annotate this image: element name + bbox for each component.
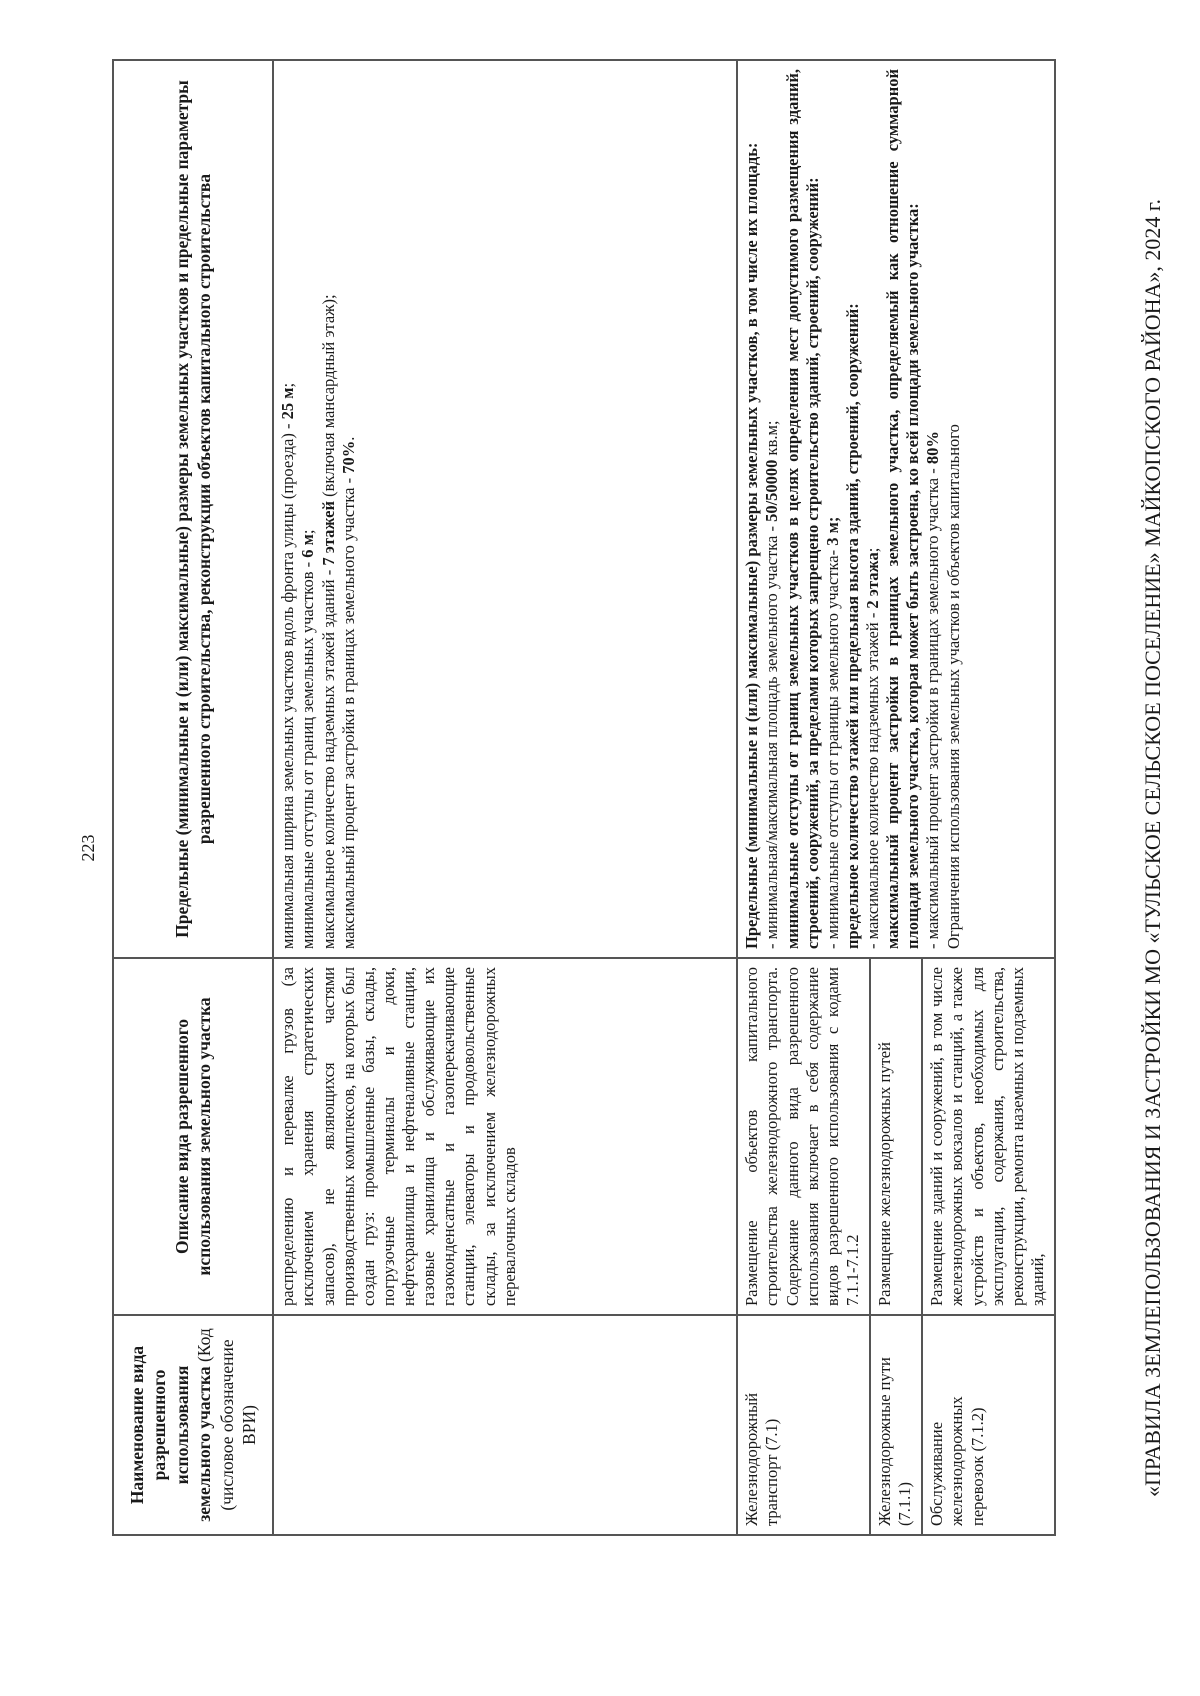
param-value: минимальные отступы от границ земельных участков в целях определения мест допустимого размещения зданий, строений, сооружений, за пределами которых запрещено строительство зданий, строений, сооружений: bbox=[782, 69, 822, 949]
param-value: максимальный процент застройки в границах земельного участка, определяемый как отношение суммарной площади земельного участка, которая может быть застроена, ко всей площади земельного участка: bbox=[883, 69, 923, 949]
param-line bbox=[339, 69, 359, 949]
row-name: Железнодорожный транспорт bbox=[742, 1392, 782, 1526]
row-description: Размещение зданий и сооружений, в том числе железнодорожных вокзалов и станций, а также устройств и объектов, необходимых для эксплуатации, содержания, строительства, реконструкции, ремонта наземных и подземных зданий, bbox=[922, 958, 1055, 1315]
param-text: - минимальные отступы от границы земельного участка- bbox=[822, 545, 842, 949]
row-name-cell bbox=[273, 1315, 737, 1535]
param-line bbox=[783, 69, 823, 949]
param-line bbox=[944, 69, 964, 949]
param-line bbox=[823, 69, 843, 949]
param-text: - максимальное количество надземных этажей - bbox=[863, 608, 883, 949]
row-code: (7.1.1) bbox=[895, 1482, 915, 1526]
header-name bbox=[113, 1315, 273, 1535]
param-text: кв.м; bbox=[762, 420, 782, 460]
header-params: Предельные (минимальные и (или) максимальные) размеры земельных участков и предельные параметры разрешенного строительства, реконструкции объектов капитального строительства bbox=[113, 60, 273, 958]
document-footer: «ПРАВИЛА ЗЕМЛЕПОЛЬЗОВАНИЯ И ЗАСТРОЙКИ МО «ТУЛЬСКОЕ СЕЛЬСКОЕ ПОСЕЛЕНИЕ» МАЙКОПСКОГО РАЙОНА», 2024 г. bbox=[1140, 199, 1165, 1497]
header-name-code: (Код (числовое обозначение ВРИ) bbox=[194, 1328, 259, 1511]
row-description: Размещение объектов капитального строительства железнодорожного транспорта. Содержание данного вида разрешенного использования включает в себя содержание видов разрешенного использования с кодами 7.1.1-7.1.2 bbox=[737, 958, 870, 1315]
param-line bbox=[863, 69, 883, 949]
param-value: 2 этажа bbox=[863, 552, 883, 609]
row-name-cell bbox=[922, 1315, 1055, 1535]
param-value: 70% bbox=[338, 440, 358, 474]
header-description: Описание вида разрешенного использования земельного участка bbox=[113, 958, 273, 1315]
param-value: Предельные (минимальные и (или) максимальные) размеры земельных участков, в том числе их площадь: bbox=[742, 142, 762, 949]
param-text: ; bbox=[278, 382, 298, 388]
table-row bbox=[737, 60, 870, 1535]
param-text: - максимальный процент застройки в границах земельного участка - bbox=[923, 464, 943, 949]
header-name-bold: Наименование вида разрешенного использования земельного участка bbox=[127, 1345, 215, 1522]
param-value: 3 м; bbox=[822, 516, 842, 546]
zoning-table bbox=[112, 59, 1056, 1536]
param-line bbox=[278, 69, 298, 949]
row-name-cell bbox=[870, 1315, 922, 1535]
row-description: распределению и перевалке грузов (за исключением хранения стратегических запасов), не являющихся частями производственных комплексов, на которых был создан груз: промышленные базы, склады, погрузочные терминалы и доки, нефтехранилища и нефтеналивные станции, газовые хранилища и обслуживающие их газоконденсатные и газоперекачивающие станции, элеваторы и продовольственные склады, за исключением железнодорожных перевалочных складов bbox=[273, 958, 737, 1315]
param-value: 7 этажей bbox=[318, 500, 338, 566]
param-value: 6 м bbox=[298, 534, 318, 558]
row-name: Обслуживание железнодорожных перевозок bbox=[927, 1396, 987, 1526]
row-code: (7.1) bbox=[762, 1418, 782, 1451]
row-params bbox=[273, 60, 737, 958]
row-code: (7.1.2) bbox=[967, 1407, 987, 1452]
param-line bbox=[883, 69, 923, 949]
table-row bbox=[273, 60, 737, 1535]
param-line bbox=[742, 69, 762, 949]
param-line bbox=[843, 69, 863, 949]
param-text: максимальное количество надземных этажей зданий - bbox=[318, 565, 338, 949]
param-value: 80% bbox=[923, 431, 943, 465]
param-line bbox=[298, 69, 318, 949]
param-text: . bbox=[338, 436, 358, 441]
param-text: минимальная ширина земельных участков вдоль фронта улицы (проезда) - bbox=[278, 419, 298, 949]
param-value: 50/50000 bbox=[762, 459, 782, 522]
param-text: ; bbox=[298, 529, 318, 535]
param-text: минимальные отступы от границ земельных участков - bbox=[298, 557, 318, 949]
param-line bbox=[762, 69, 782, 949]
param-text: (включая мансардный этаж); bbox=[318, 294, 338, 501]
param-value: предельное количество этажей или предельная высота зданий, строений, сооружений: bbox=[842, 303, 862, 949]
param-text: ; bbox=[863, 547, 883, 553]
row-params bbox=[737, 60, 1055, 958]
page-number: 223 bbox=[78, 834, 98, 862]
param-text: - минимальная/максимальная площадь земельного участка - bbox=[762, 521, 782, 949]
param-value: 25 м bbox=[278, 387, 298, 420]
param-line bbox=[319, 69, 339, 949]
row-description: Размещение железнодорожных путей bbox=[870, 958, 922, 1315]
param-line bbox=[923, 69, 943, 949]
row-name: Железнодорожные пути bbox=[875, 1357, 895, 1526]
table-header-row bbox=[113, 60, 273, 1535]
param-text: максимальный процент застройки в границах земельного участка - bbox=[338, 473, 358, 949]
row-name-cell bbox=[737, 1315, 870, 1535]
param-text: Ограничения использования земельных участков и объектов капитального bbox=[943, 424, 963, 949]
